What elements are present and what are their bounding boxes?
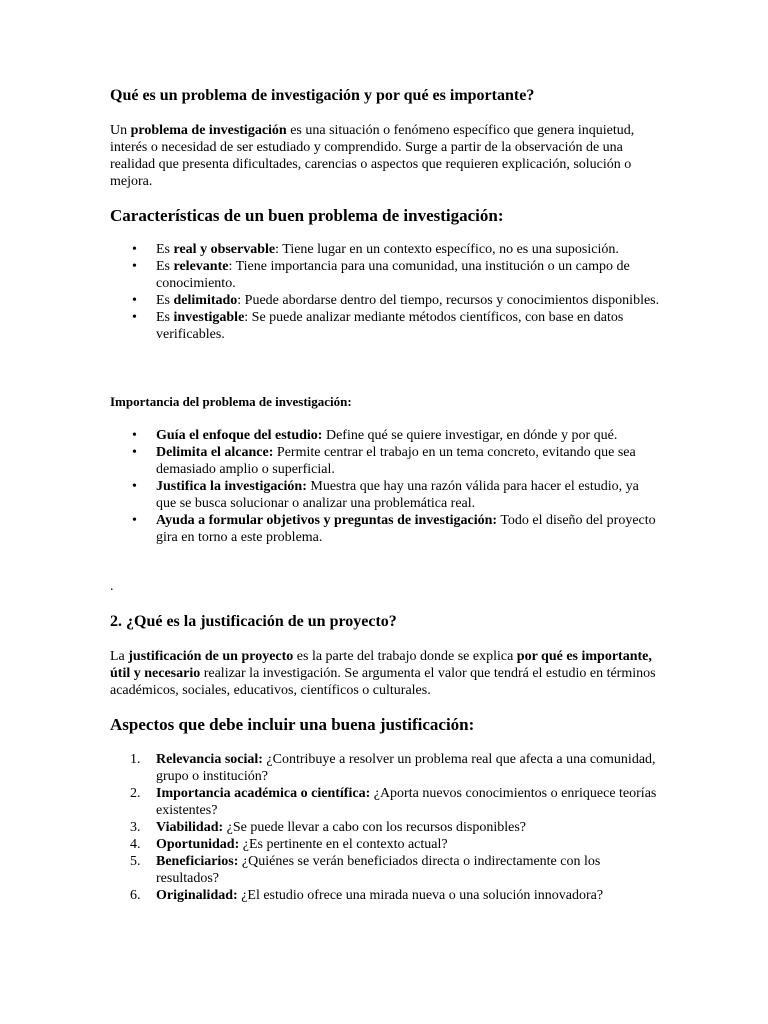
paragraph-problema-definicion [110, 122, 660, 190]
list-importancia [110, 427, 660, 546]
text-run: Es [156, 242, 174, 257]
text-run: es la parte del trabajo donde se explica [293, 649, 517, 664]
list-aspectos [110, 751, 660, 904]
bold-phrase: real y observable [173, 242, 276, 257]
list-item [110, 258, 660, 292]
list-item-text [156, 428, 617, 443]
text-run: ¿Aporta nuevos conocimientos o enriquece teorías existentes? [156, 786, 657, 818]
bold-phrase: Originalidad: [156, 888, 238, 903]
heading-caracteristicas: Características de un buen problema de investigación: [110, 206, 504, 225]
separator-dot: . [110, 579, 114, 594]
list-number: 6. [130, 888, 141, 903]
bold-phrase: Viabilidad: [156, 820, 224, 835]
text-run: : Tiene importancia para una comunidad, una institución o un campo de conocimiento. [156, 259, 630, 291]
list-item [110, 751, 660, 785]
list-item-text [156, 837, 448, 852]
bold-phrase: Ayuda a formular objetivos y preguntas de investigación: [156, 513, 498, 528]
text-run: realizar la investigación. Se argumenta el valor que tendrá el estudio en términos académicos, sociales, educativos, científicos o culturales. [110, 666, 656, 698]
list-number: 3. [130, 820, 141, 835]
bold-phrase: Justifica la investigación: [156, 479, 307, 494]
text-run: Es [156, 310, 174, 325]
text-run: Permite centrar el trabajo en un tema concreto, evitando que sea demasiado amplio o superficial. [156, 445, 636, 477]
bold-phrase: Importancia académica o científica: [156, 786, 371, 801]
text-run: : Puede abordarse dentro del tiempo, recursos y conocimientos disponibles. [237, 293, 660, 308]
text-run: Define qué se quiere investigar, en dónde y por qué. [322, 428, 618, 443]
text-run: : Se puede analizar mediante métodos científicos, con base en datos verificables. [156, 310, 624, 342]
list-item-text [156, 479, 639, 511]
list-item-text [156, 752, 656, 784]
bold-phrase: investigable [173, 310, 245, 325]
list-item [110, 512, 660, 546]
list-number: 1. [130, 752, 141, 767]
list-item [110, 887, 660, 904]
paragraph-justificacion-definicion [110, 648, 660, 699]
list-number: 2. [130, 786, 141, 801]
text-run: ¿Se puede llevar a cabo con los recursos disponibles? [223, 820, 527, 835]
list-number: 4. [130, 837, 141, 852]
list-item [110, 444, 660, 478]
text-run: Es [156, 259, 174, 274]
list-item-text [156, 259, 630, 291]
list-item-text [156, 293, 659, 308]
list-item-text [156, 786, 656, 818]
text-run: Es [156, 293, 174, 308]
bullet-icon: • [132, 242, 137, 257]
bold-phrase: Guía el enfoque del estudio: [156, 428, 323, 443]
bold-phrase: Beneficiarios: [156, 854, 239, 869]
list-item-text [156, 888, 603, 903]
list-item [110, 309, 660, 343]
bullet-icon: • [132, 428, 137, 443]
text-run: es una situación o fenómeno específico que genera inquietud, interés o necesidad de ser estudiado y comprendido. Surge a partir de la observación de una realidad que presenta dificultades, carencias o aspectos que requieren explicación, solución o mejora. [110, 123, 635, 189]
text-run: ¿Es pertinente en el contexto actual? [239, 837, 448, 852]
text-run: Muestra que hay una razón válida para hacer el estudio, ya que se busca solucionar o analizar una problemática real. [156, 479, 639, 511]
heading-justificacion: 2. ¿Qué es la justificación de un proyecto? [110, 613, 397, 630]
bold-phrase: delimitado [173, 293, 238, 308]
bold-phrase: Relevancia social: [156, 752, 263, 767]
heading-problema-investigacion: Qué es un problema de investigación y por qué es importante? [110, 87, 535, 104]
list-item [110, 836, 660, 853]
text-run: Todo el diseño del proyecto gira en torno a este problema. [156, 513, 656, 545]
list-item-text [156, 513, 656, 545]
bullet-icon: • [132, 259, 137, 274]
list-item [110, 241, 660, 258]
list-number: 5. [130, 854, 141, 869]
list-caracteristicas [110, 241, 660, 343]
list-item [110, 853, 660, 887]
heading-aspectos: Aspectos que debe incluir una buena justificación: [110, 715, 475, 734]
text-run: ¿El estudio ofrece una mirada nueva o una solución innovadora? [237, 888, 604, 903]
bullet-icon: • [132, 513, 137, 528]
bullet-icon: • [132, 479, 137, 494]
text-run: : Tiene lugar en un contexto específico, no es una suposición. [275, 242, 619, 257]
bullet-icon: • [132, 310, 137, 325]
list-item [110, 292, 660, 309]
list-item [110, 478, 660, 512]
text-run: ¿Contribuye a resolver un problema real que afecta a una comunidad, grupo o institución? [156, 752, 656, 784]
bold-phrase: Delimita el alcance: [156, 445, 274, 460]
text-run: La [110, 649, 129, 664]
bullet-icon: • [132, 293, 137, 308]
list-item-text [156, 854, 600, 886]
list-item-text [156, 820, 526, 835]
text-run: Un [110, 123, 131, 138]
list-item [110, 427, 660, 444]
list-item [110, 819, 660, 836]
bold-phrase: Oportunidad: [156, 837, 240, 852]
bold-phrase: por qué es importante, útil y necesario [110, 649, 652, 681]
list-item [110, 785, 660, 819]
bold-phrase: problema de investigación [130, 123, 287, 138]
list-item-text [156, 242, 619, 257]
bold-phrase: justificación de un proyecto [128, 649, 294, 664]
bold-phrase: relevante [173, 259, 229, 274]
list-item-text [156, 445, 636, 477]
list-item-text [156, 310, 623, 342]
text-run: ¿Quiénes se verán beneficiados directa o indirectamente con los resultados? [156, 854, 601, 886]
bullet-icon: • [132, 445, 137, 460]
heading-importancia: Importancia del problema de investigación: [110, 394, 352, 409]
